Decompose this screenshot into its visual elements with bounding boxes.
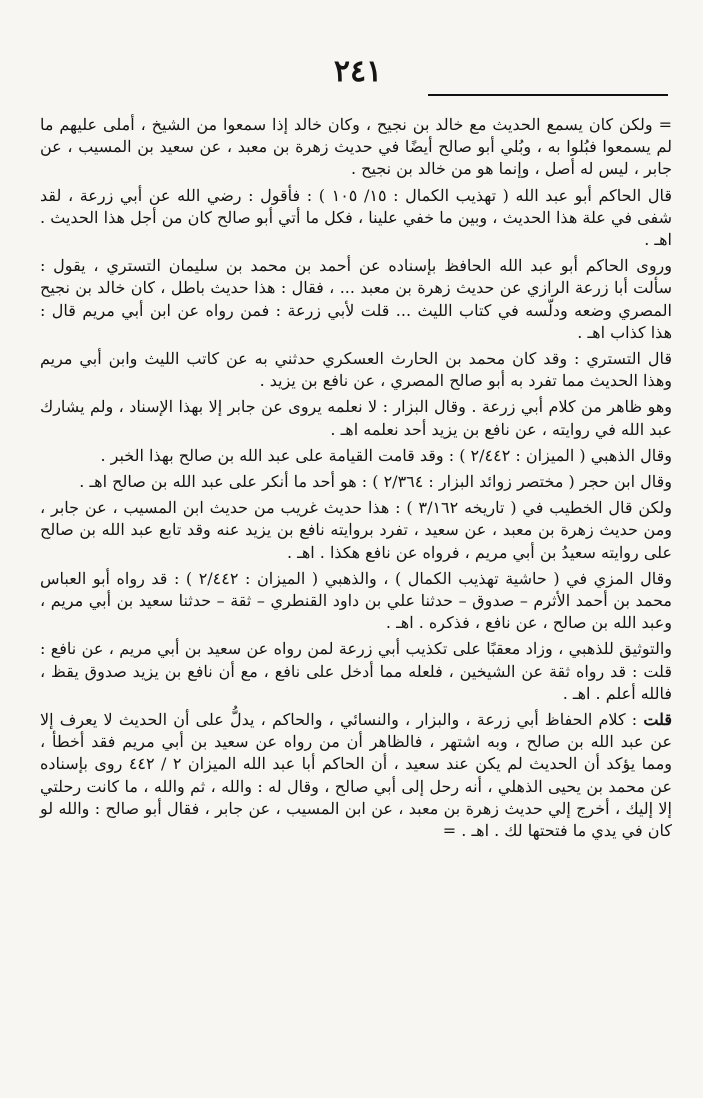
paragraph: وهو ظاهر من كلام أبي زرعة . وقال البزار : لا نعلمه يروى عن جابر إلا بهذا الإسناد ، ولم يشارك عبد الله في روايته ، عن نافع بن يزيد أحد نعلمه اهـ . [40, 397, 673, 439]
paragraph-body: : كلام الحفاظ أبي زرعة ، والبزار ، والنسائي ، والحاكم ، يدلُّ على أن الحديث لا يعرف إلا عن عبد الله بن صالح ، وبه اشتهر ، فالظاهر أن من رواه عن سعيد بن أبي مريم فقد أخطأ ، ومما يؤكد أن الحديث لم يكن عند سعيد ، أن الحاكم أبا عبد الله الميزان ٢ / ٤٤٢ روى بإسناده عن محمد بن يحيى الذهلي ، أنه رحل إلى أبي صالح ، وقال له : والله ، ثم والله ، ما كانت رحلتي إلا إليك ، أخرج إلي حديث زهرة بن معبد ، عن ابن المسيب ، عن جابر ، فقال أبو صالح : والله لو كان في يدي ما فتحتها لك . اهـ . = [40, 710, 673, 841]
qult-lead: قلت [643, 710, 672, 730]
paragraph: قال الحاكم أبو عبد الله ( تهذيب الكمال : ١٥/ ١٠٥ ) : فأقول : رضي الله عن أبي زرعة ، لقد شفى في علة هذا الحديث ، وبين ما خفي علينا ، فكل ما أتي أبو صالح كان من أجل هذا الحديث . اهـ . [40, 185, 672, 250]
page-header [0, 50, 703, 100]
header-rule [428, 94, 668, 96]
paragraph: ولكن قال الخطيب في ( تاريخه ٣/١٦٢ ) : هذا حديث غريب من حديث ابن المسيب ، عن جابر ، ومن حديث زهرة بن معبد ، عن سعيد ، تفرد بروايته نافع بن يزيد عنه وقد تابع عبد الله بن صالح على روايته سعيدُ بن أبي مريم ، فرواه عن نافع هكذا . اهـ . [40, 498, 673, 562]
paragraph [40, 709, 672, 842]
paragraph: والتوثيق للذهبي ، وزاد معقبًا على تكذيب أبي زرعة لمن رواه عن سعيد بن أبي مريم ، عن نافع : قلت : قد رواه ثقة عن الشيخين ، فلعله مما أدخل على نافع ، مع أن نافع بن يزيد صدوق يقظ ، فالله أعلم . اهـ . [40, 639, 672, 703]
paragraph: = ولكن كان يسمع الحديث مع خالد بن نجيح ، وكان خالد إذا سمعوا من الشيخ ، أملى عليهم ما لم يسمعوا فبُلوا به ، وبُلي أبو صالح أيضًا في حديث زهرة بن معبد ، عن سعيد بن المسيب ، عن جابر ، ليس له أصل ، وإنما هو من خالد بن نجيح . [40, 115, 672, 179]
main-text [40, 114, 672, 846]
paragraph: قال التستري : وقد كان محمد بن الحارث العسكري حدثني به عن كاتب الليث وابن أبي مريم وهذا الحديث مما تفرد به أبو صالح المصري ، عن نافع بن يزيد . [40, 349, 672, 391]
paragraph: وقال الذهبي ( الميزان : ٢/٤٤٢ ) : وقد قامت القيامة على عبد الله بن صالح بهذا الخبر . [100, 445, 672, 465]
paragraph: وروى الحاكم أبو عبد الله الحافظ بإسناده عن أحمد بن محمد بن سليمان التستري ، يقول : سألت أبا زرعة الرازي عن حديث زهرة بن معبد ... ، فقال : هذا حديث باطل ، كان خالد بن نجيح المصري وضعه ودلّسه في كتاب الليث ... قلت لأبي زرعة : فمن رواه عن ابن أبي مريم قال : هذا كذاب اهـ . [40, 256, 672, 342]
paragraph: وقال ابن حجر ( مختصر زوائد البزار : ٢/٣٦٤ ) : هو أحد ما أنكر على عبد الله بن صالح اهـ . [79, 472, 672, 492]
paragraph: وقال المزي في ( حاشية تهذيب الكمال ) ، والذهبي ( الميزان : ٢/٤٤٢ ) : قد رواه أبو العباس محمد بن أحمد الأثرم – صدوق – حدثنا علي بن داود القنطري – ثقة – حدثنا سعيد بن أبي مريم ، وعبد الله بن صالح ، عن نافع ، فذكره . اهـ . [40, 568, 672, 633]
page-number: ٢٤١ [333, 54, 383, 89]
